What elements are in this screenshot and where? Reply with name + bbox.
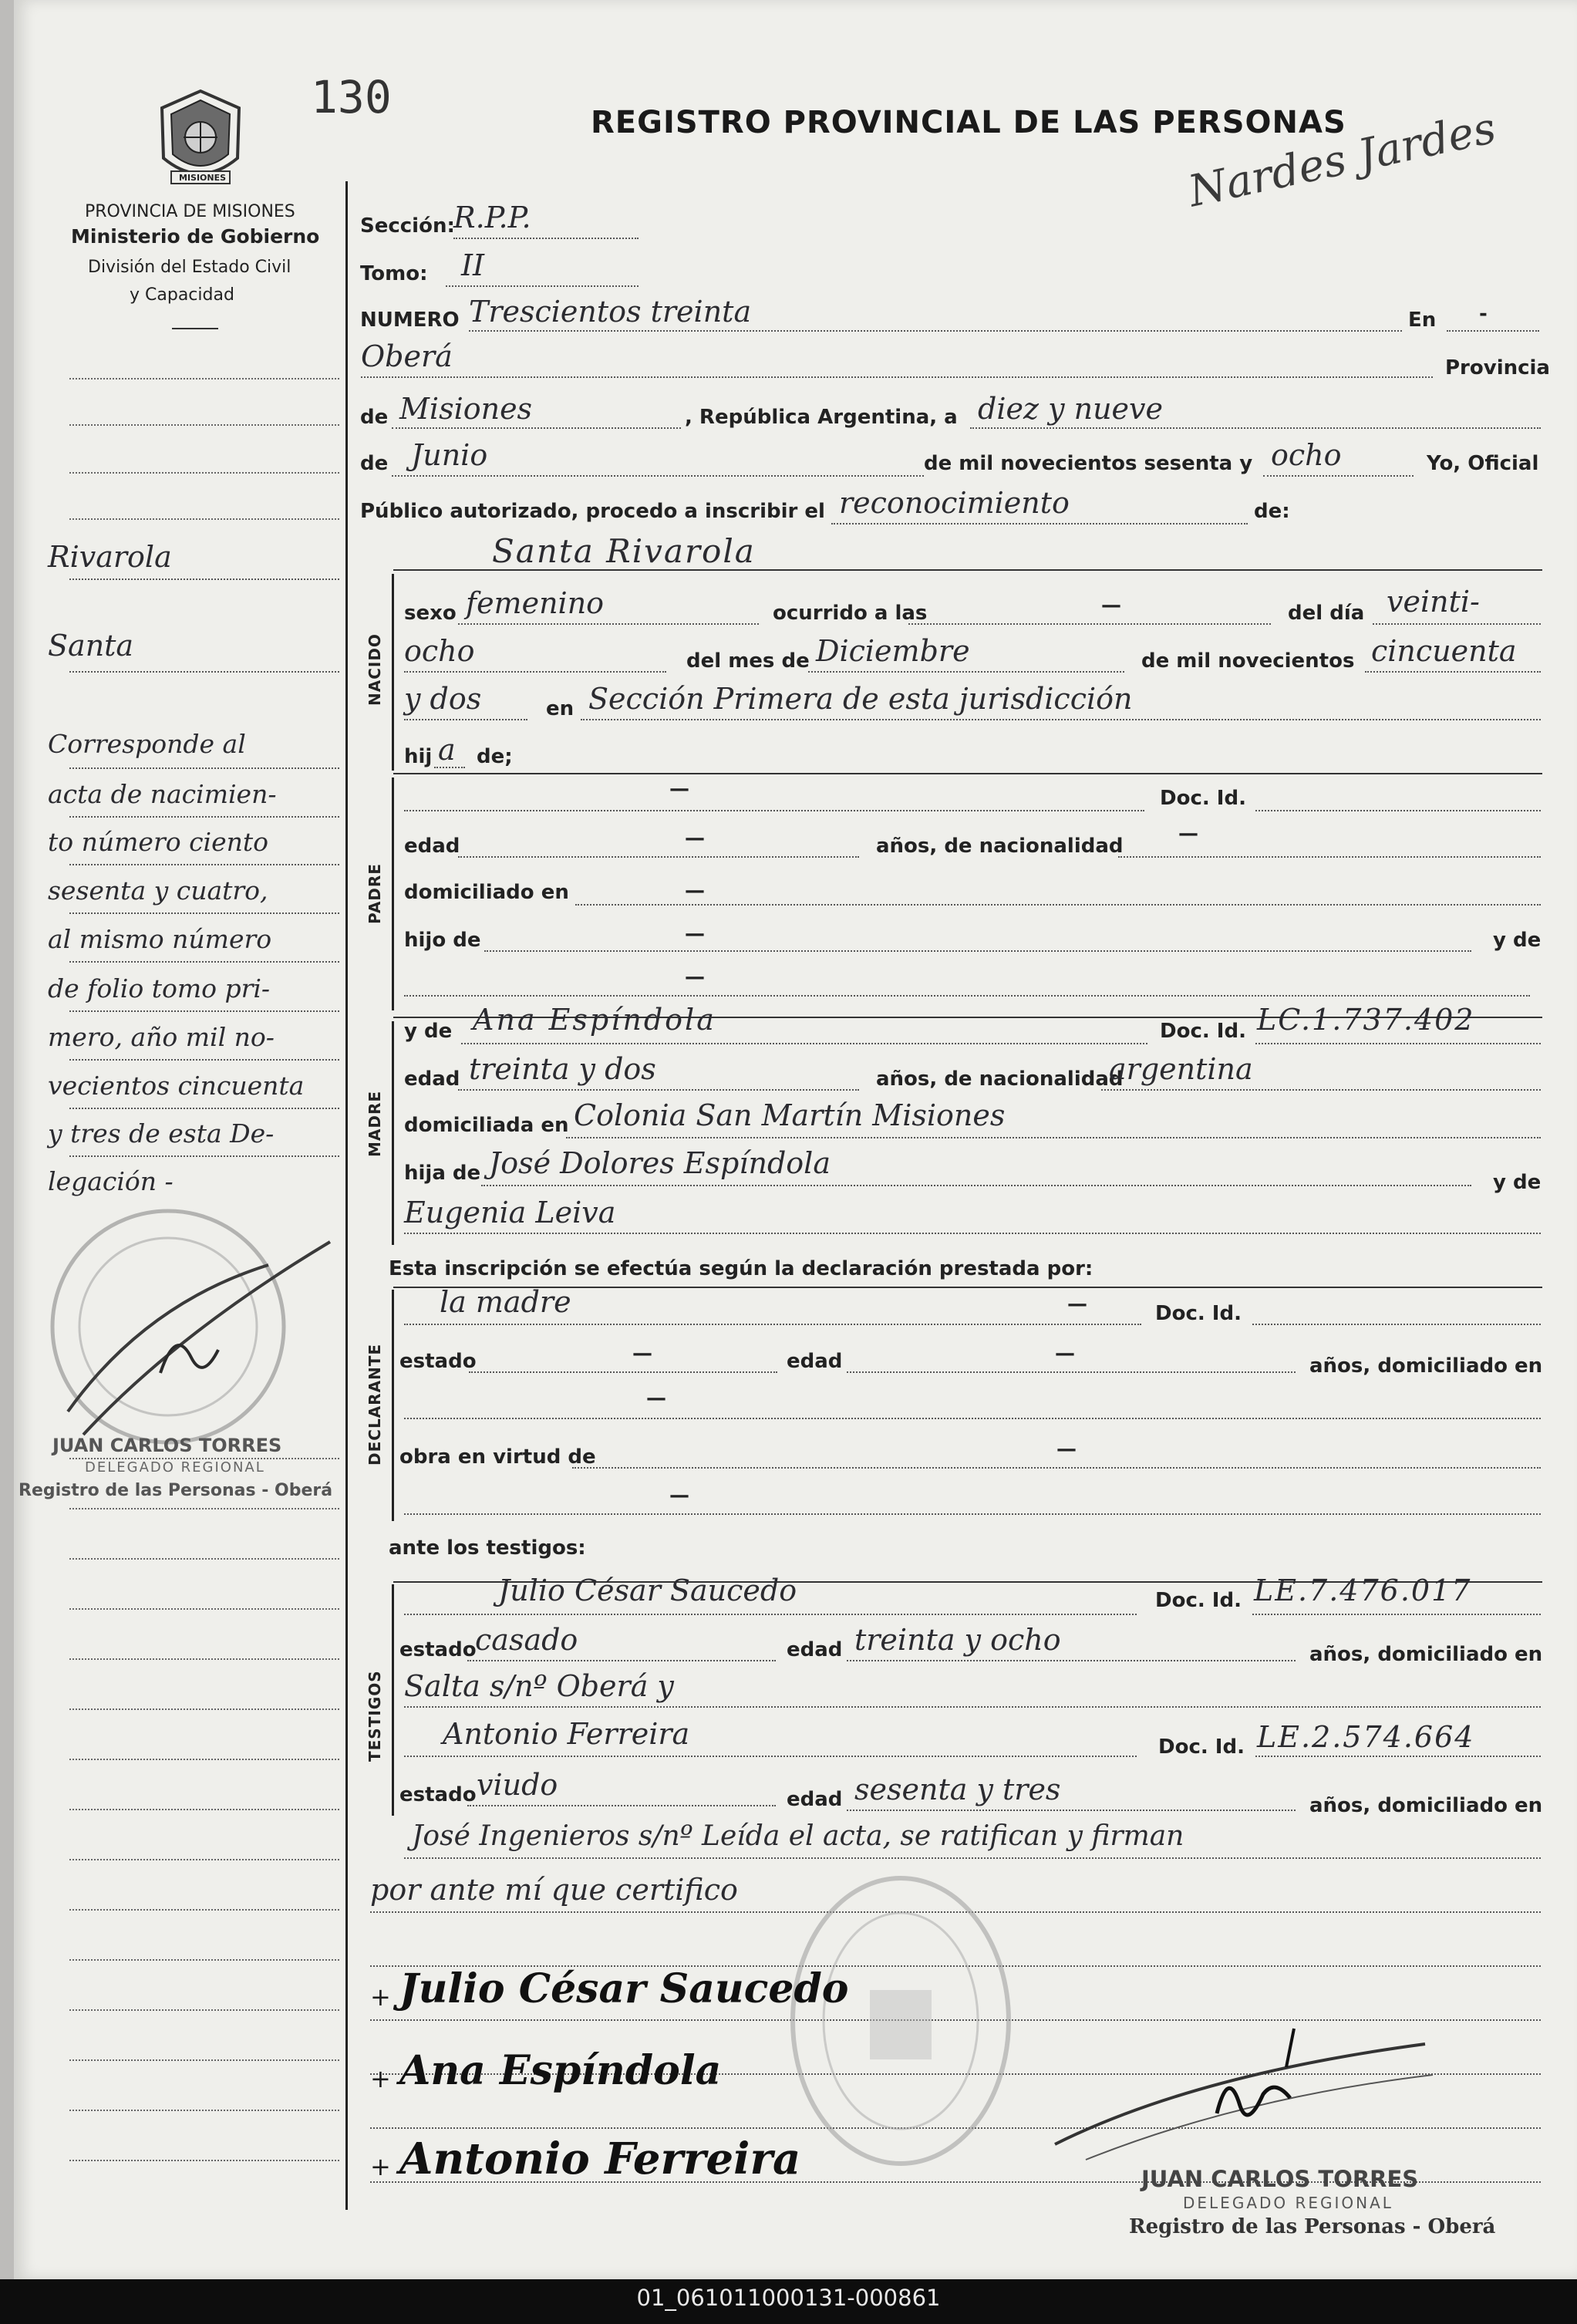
top-signature: Nardes Jardes: [1184, 103, 1501, 218]
sexo-label: sexo: [404, 602, 457, 625]
declarante-edad-value: —: [1055, 1342, 1075, 1365]
padre-hijo-label: hijo de: [404, 929, 481, 952]
witness1-doc-label: Doc. Id.: [1155, 1589, 1242, 1612]
office-ministry: Ministerio de Gobierno: [71, 225, 320, 248]
en-value: -: [1479, 302, 1488, 325]
signature-witness-1: Julio César Saucedo: [399, 1965, 849, 2012]
declarante-intro: Esta inscripción se efectúa según la declaración prestada por:: [389, 1257, 1093, 1280]
margin-note-line: vecientos cincuenta: [48, 1071, 305, 1101]
tomo-label: Tomo:: [360, 262, 428, 285]
hij-suffix: a: [438, 733, 456, 767]
witness2-anos-label: años, domiciliado en: [1309, 1794, 1543, 1817]
year-label: de mil novecientos sesenta y: [924, 452, 1253, 475]
margin-rule: [69, 1558, 339, 1560]
tomo-value: II: [461, 248, 485, 282]
en-label-2: en: [546, 697, 575, 720]
witness1-edad-value: treinta y ocho: [854, 1623, 1061, 1657]
witness2-name: Antonio Ferreira: [443, 1717, 690, 1751]
margin-rule: [69, 378, 339, 379]
act-type-value: reconocimiento: [839, 486, 1070, 520]
republica-label: , República Argentina, a: [685, 406, 958, 429]
margin-note-line: acta de nacimien-: [48, 779, 277, 809]
witness2-estado-label: estado: [399, 1783, 477, 1806]
margin-rule: [69, 1508, 339, 1509]
declarante-name-dash: —: [1067, 1293, 1087, 1316]
margin-rule: [69, 2059, 339, 2061]
witness1-name: Julio César Saucedo: [498, 1574, 797, 1607]
birth-place-value: Sección Primera de esta jurisdicción: [588, 682, 1133, 716]
madre-doc-value: LC.1.737.402: [1257, 1003, 1475, 1037]
nacido-side-label: NACIDO: [366, 633, 384, 706]
margin-rule: [69, 1959, 339, 1961]
closing-certification: por ante mí que certifico: [370, 1873, 738, 1907]
margin-rule: [69, 2160, 339, 2161]
official-name: JUAN CARLOS TORRES: [1141, 2166, 1419, 2192]
madre-edad-label: edad: [404, 1068, 460, 1091]
declarante-anos-label: años, domiciliado en: [1309, 1354, 1543, 1378]
de-label: de: [360, 406, 389, 429]
padre-dom-value: —: [685, 879, 705, 902]
margin-official-title: DELEGADO REGIONAL: [85, 1459, 265, 1476]
mil-label: de mil novecientos: [1141, 649, 1355, 673]
declarante-edad-label: edad: [787, 1350, 843, 1373]
witness1-edad-label: edad: [787, 1638, 843, 1661]
margin-note-line: legación -: [48, 1166, 174, 1196]
madre-side-label: MADRE: [366, 1090, 384, 1157]
margin-rule: [69, 518, 339, 520]
margin-rule: [69, 1859, 339, 1860]
padre-edad-label: edad: [404, 835, 460, 858]
padre-yde-label: y de: [1493, 929, 1542, 952]
padre-nac-label: años, de nacionalidad: [876, 835, 1124, 858]
testigos-side-label: TESTIGOS: [366, 1670, 384, 1762]
document-page: [14, 0, 1577, 2279]
witness1-estado-label: estado: [399, 1638, 477, 1661]
locality-value: Oberá: [361, 339, 453, 373]
registered-person-name: Santa Rivarola: [492, 532, 756, 570]
del-mes-label: del mes de: [686, 649, 810, 673]
witness2-dom-value: José Ingenieros s/nº Leída el acta, se ratifican y firman: [412, 1820, 1184, 1852]
office-capacity: y Capacidad: [130, 285, 234, 305]
madre-mother-value: Eugenia Leiva: [404, 1196, 616, 1229]
padre-dom-label: domiciliado en: [404, 881, 569, 904]
signature-mark-2: +: [370, 2064, 391, 2093]
birth-year-value-a: cincuenta: [1371, 634, 1517, 668]
seal-caption: MISIONES: [179, 173, 227, 183]
madre-dom-value: Colonia San Martín Misiones: [574, 1098, 1006, 1132]
madre-hija-label: hija de: [404, 1162, 481, 1185]
numero-label: NUMERO: [360, 309, 460, 332]
madre-nac-value: argentina: [1109, 1052, 1253, 1086]
image-identifier: 01_061011000131-000861: [636, 2285, 941, 2311]
birth-day-value-a: veinti-: [1387, 585, 1480, 619]
madre-father-value: José Dolores Espíndola: [489, 1146, 831, 1180]
madre-edad-value: treinta y dos: [469, 1052, 656, 1086]
birth-year-value-b: y dos: [404, 682, 482, 716]
declarante-estado-value: —: [632, 1342, 652, 1365]
padre-name-value: —: [669, 777, 689, 801]
margin-official-name: JUAN CARLOS TORRES: [52, 1435, 282, 1456]
publico-label: Público autorizado, procedo a inscribir el: [360, 500, 825, 523]
hour-value: —: [1101, 594, 1121, 617]
padre-edad-value: —: [685, 827, 705, 850]
margin-note-line: sesenta y cuatro,: [48, 875, 268, 906]
margin-note-line: Corresponde al: [48, 729, 246, 759]
margin-rule: [69, 2009, 339, 2011]
madre-bracket: [392, 1021, 394, 1245]
margin-note-line: al mismo número: [48, 924, 272, 954]
witness1-estado-value: casado: [475, 1623, 578, 1657]
margin-rule: [69, 1759, 339, 1760]
witness1-dom-value: Salta s/nº Oberá y: [404, 1669, 674, 1703]
margin-note-line: to número ciento: [48, 827, 269, 857]
margin-rule: [69, 1608, 339, 1610]
madre-nac-label: años, de nacionalidad: [876, 1068, 1124, 1091]
birth-day-value-b: ocho: [404, 634, 475, 668]
padre-hijo-value: —: [685, 923, 705, 946]
witness1-doc-value: LE.7.476.017: [1254, 1574, 1472, 1607]
central-stamp-icon: [777, 1867, 1024, 2175]
testigos-intro: ante los testigos:: [389, 1536, 586, 1560]
hij-de-label: de;: [477, 745, 513, 768]
official-signature-icon: [1040, 2021, 1441, 2175]
margin-rule: [69, 1909, 339, 1911]
document-title: REGISTRO PROVINCIAL DE LAS PERSONAS: [591, 105, 1346, 140]
office-province: PROVINCIA DE MISIONES: [85, 202, 295, 221]
year-value: ocho: [1271, 438, 1342, 472]
del-dia-label: del día: [1288, 602, 1365, 625]
padre-parent2-value: —: [685, 966, 705, 989]
margin-rule: [69, 2110, 339, 2111]
signature-mark-1: +: [370, 1982, 391, 2012]
madre-yde2-label: y de: [1493, 1171, 1542, 1194]
witness1-anos-label: años, domiciliado en: [1309, 1643, 1543, 1666]
declarante-estado-label: estado: [399, 1350, 477, 1373]
madre-doc-label: Doc. Id.: [1160, 1020, 1246, 1043]
witness2-estado-value: viudo: [477, 1768, 558, 1802]
margin-official-stamp-icon: [37, 1180, 345, 1473]
margin-note-line: mero, año mil no-: [48, 1022, 275, 1052]
declarante-obra-value-2: —: [669, 1484, 689, 1507]
madre-name-value: Ana Espíndola: [473, 1003, 716, 1037]
de-label-2: de: [360, 452, 389, 475]
padre-side-label: PADRE: [366, 863, 384, 924]
signature-mother: Ana Espíndola: [399, 2047, 722, 2094]
declarante-dom-value: —: [646, 1387, 666, 1410]
declarante-side-label: DECLARANTE: [366, 1343, 384, 1466]
margin-rule: [69, 424, 339, 426]
province-value: Misiones: [399, 392, 533, 426]
margin-note-line: de folio tomo pri-: [48, 973, 271, 1003]
yo-oficial-label: Yo, Oficial: [1427, 452, 1539, 475]
padre-nac-value: —: [1178, 822, 1198, 845]
witness2-edad-value: sesenta y tres: [854, 1773, 1061, 1806]
margin-rule: [69, 1809, 339, 1810]
folio-number: 130: [311, 71, 392, 123]
margin-official-office: Registro de las Personas - Oberá: [19, 1481, 333, 1500]
day-value: diez y nueve: [978, 392, 1164, 426]
margin-rule: [69, 1708, 339, 1710]
official-title: DELEGADO REGIONAL: [1183, 2194, 1393, 2212]
padre-doc-label: Doc. Id.: [1160, 787, 1246, 810]
witness2-doc-label: Doc. Id.: [1158, 1735, 1245, 1759]
numero-value: Trescientos treinta: [469, 295, 752, 329]
ocurrido-label: ocurrido a las: [773, 602, 928, 625]
nacido-bracket: [392, 574, 394, 771]
declarante-obra-value: —: [1056, 1438, 1077, 1461]
office-division: División del Estado Civil: [88, 258, 291, 277]
sexo-value: femenino: [466, 586, 605, 620]
seccion-label: Sección:: [360, 214, 455, 238]
official-office: Registro de las Personas - Oberá: [1129, 2215, 1496, 2238]
padre-bracket: [392, 777, 394, 1010]
witness2-edad-label: edad: [787, 1788, 843, 1811]
declarante-doc-label: Doc. Id.: [1155, 1302, 1242, 1325]
office-divider: [172, 328, 218, 329]
provincia-label: Provincia: [1445, 356, 1550, 379]
en-label: En: [1408, 309, 1437, 332]
margin-rule: [69, 472, 339, 474]
declarante-bracket: [392, 1290, 394, 1521]
margin-note-line: y tres de esta De-: [48, 1118, 275, 1149]
hij-label: hij: [404, 745, 433, 768]
madre-dom-label: domiciliada en: [404, 1114, 569, 1137]
birth-month-value: Diciembre: [816, 634, 970, 668]
seccion-value: R.P.P.: [453, 201, 531, 234]
month-value: Junio: [411, 438, 488, 472]
testigos-bracket: [392, 1584, 394, 1816]
margin-given-name: Santa: [48, 629, 134, 663]
de-colon-label: de:: [1254, 500, 1290, 523]
witness2-doc-value: LE.2.574.664: [1257, 1720, 1475, 1754]
margin-surname: Rivarola: [48, 540, 172, 574]
margin-rule: [69, 1658, 339, 1660]
signature-witness-2: Antonio Ferreira: [399, 2133, 801, 2184]
declarante-name-value: la madre: [440, 1285, 571, 1319]
declarante-obra-label: obra en virtud de: [399, 1445, 596, 1469]
signature-mark-3: +: [370, 2152, 391, 2181]
main-column-rule: [345, 181, 348, 2210]
madre-yde-label: y de: [404, 1020, 453, 1043]
